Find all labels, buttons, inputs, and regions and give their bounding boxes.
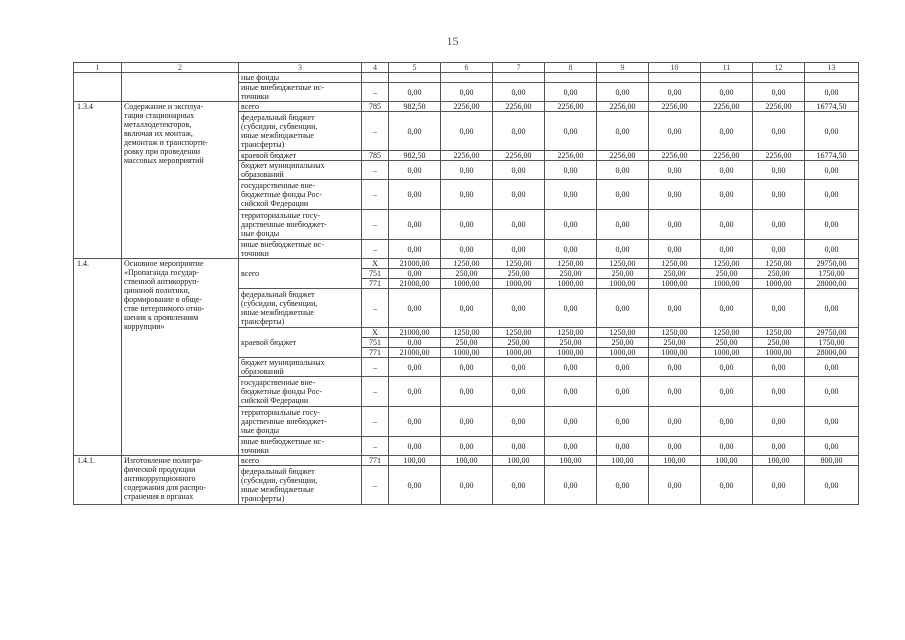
item-name-cell: Основное мероприятие «Пропаганда государ- ственной антикорруп- ционной политики, формирование в обще- стве нетерпимого отно- шения к проявлениям коррупции»	[122, 259, 239, 456]
value-cell: 250,00	[441, 269, 493, 279]
value-cell: 0,00	[701, 289, 753, 328]
item-name-cell	[122, 73, 239, 102]
value-cell: 0,00	[389, 289, 441, 328]
value-cell: 0,00	[441, 240, 493, 259]
value-cell: 0,00	[597, 83, 649, 102]
source-cell: всего	[239, 102, 362, 112]
value-cell: 100,00	[493, 456, 545, 466]
column-number: 2	[122, 63, 239, 73]
column-number: 9	[597, 63, 649, 73]
value-cell: 1000,00	[545, 348, 597, 358]
value-cell: 2256,00	[493, 102, 545, 112]
value-cell: 0,00	[545, 358, 597, 377]
value-cell: 0,00	[753, 83, 805, 102]
value-cell: 1250,00	[597, 328, 649, 338]
value-cell: 1250,00	[649, 259, 701, 269]
value-cell: 0,00	[805, 112, 859, 151]
code-cell: 785	[362, 102, 389, 112]
source-cell: федеральный бюджет (субсидии, субвенции, иные межбюджетные трансферты)	[239, 112, 362, 151]
value-cell: 2256,00	[701, 151, 753, 161]
value-cell: 0,00	[597, 210, 649, 240]
value-cell: 0,00	[545, 83, 597, 102]
value-cell: 29750,00	[805, 259, 859, 269]
value-cell: 2256,00	[753, 102, 805, 112]
value-cell: 1000,00	[441, 279, 493, 289]
value-cell: 0,00	[597, 112, 649, 151]
value-cell: 0,00	[389, 407, 441, 437]
value-cell: 0,00	[597, 161, 649, 180]
value-cell: 0,00	[753, 161, 805, 180]
code-cell: 785	[362, 151, 389, 161]
value-cell: 250,00	[493, 269, 545, 279]
column-numbers-row	[74, 63, 859, 73]
value-cell: 0,00	[753, 210, 805, 240]
code-cell: –	[362, 466, 389, 505]
code-cell: –	[362, 240, 389, 259]
value-cell: 0,00	[701, 112, 753, 151]
value-cell: 0,00	[441, 161, 493, 180]
source-cell: территориальные госу- дарственные внебюджет- ные фонды	[239, 407, 362, 437]
value-cell: 21000,00	[389, 348, 441, 358]
value-cell: 0,00	[649, 437, 701, 456]
value-cell: 1000,00	[493, 279, 545, 289]
column-number: 3	[239, 63, 362, 73]
value-cell: 0,00	[753, 289, 805, 328]
table-row	[74, 259, 859, 269]
value-cell: 0,00	[545, 112, 597, 151]
value-cell: 0,00	[753, 407, 805, 437]
source-cell: иные внебюджетные ис- точники	[239, 240, 362, 259]
value-cell: 0,00	[493, 161, 545, 180]
source-cell: иные внебюджетные ис- точники	[239, 83, 362, 102]
value-cell: 0,00	[441, 180, 493, 210]
value-cell: 28000,00	[805, 348, 859, 358]
value-cell: 1000,00	[649, 279, 701, 289]
value-cell: 0,00	[493, 180, 545, 210]
value-cell: 2256,00	[545, 151, 597, 161]
value-cell: 250,00	[597, 269, 649, 279]
value-cell: 0,00	[805, 407, 859, 437]
source-cell: иные внебюджетные ис- точники	[239, 437, 362, 456]
value-cell: 0,00	[545, 407, 597, 437]
value-cell: 250,00	[545, 269, 597, 279]
value-cell: 0,00	[805, 466, 859, 505]
source-cell: всего	[239, 456, 362, 466]
value-cell: 16774,50	[805, 102, 859, 112]
value-cell: 0,00	[701, 161, 753, 180]
value-cell: 1250,00	[441, 328, 493, 338]
source-cell: бюджет муниципальных образований	[239, 358, 362, 377]
value-cell: 0,00	[389, 269, 441, 279]
value-cell: 16774,50	[805, 151, 859, 161]
value-cell: 0,00	[441, 358, 493, 377]
page-number: 15	[446, 34, 459, 48]
code-cell: –	[362, 161, 389, 180]
value-cell: 0,00	[493, 83, 545, 102]
source-cell: территориальные госу- дарственные внебюджет- ные фонды	[239, 210, 362, 240]
value-cell: 0,00	[545, 289, 597, 328]
item-id-cell: 1.4.	[74, 259, 122, 456]
value-cell: 2256,00	[649, 151, 701, 161]
value-cell: 250,00	[545, 338, 597, 348]
column-number: 13	[805, 63, 859, 73]
value-cell: 0,00	[649, 377, 701, 407]
column-number: 4	[362, 63, 389, 73]
value-cell: 0,00	[805, 437, 859, 456]
value-cell: 0,00	[597, 358, 649, 377]
value-cell: 0,00	[701, 466, 753, 505]
value-cell: 2256,00	[545, 102, 597, 112]
value-cell: 0,00	[597, 180, 649, 210]
value-cell: 0,00	[753, 466, 805, 505]
value-cell: 2256,00	[493, 151, 545, 161]
value-cell: 0,00	[545, 210, 597, 240]
value-cell: 0,00	[753, 377, 805, 407]
value-cell: 1250,00	[493, 259, 545, 269]
value-cell: 250,00	[753, 269, 805, 279]
code-cell: 751	[362, 338, 389, 348]
value-cell: 0,00	[441, 83, 493, 102]
code-cell: 771	[362, 456, 389, 466]
value-cell: 0,00	[753, 437, 805, 456]
source-cell: всего	[239, 259, 362, 289]
source-cell: краевой бюджет	[239, 151, 362, 161]
value-cell: 0,00	[389, 161, 441, 180]
value-cell: 0,00	[545, 161, 597, 180]
value-cell: 0,00	[389, 210, 441, 240]
value-cell: 0,00	[389, 377, 441, 407]
code-cell: –	[362, 407, 389, 437]
value-cell: 0,00	[701, 407, 753, 437]
column-number: 5	[389, 63, 441, 73]
value-cell: 0,00	[805, 358, 859, 377]
value-cell: 250,00	[753, 338, 805, 348]
value-cell: 0,00	[805, 210, 859, 240]
value-cell: 0,00	[649, 161, 701, 180]
value-cell: 100,00	[545, 456, 597, 466]
value-cell: 100,00	[597, 456, 649, 466]
value-cell: 0,00	[597, 289, 649, 328]
item-1-4-block	[74, 259, 859, 456]
value-cell: 2256,00	[597, 151, 649, 161]
value-cell: 800,00	[805, 456, 859, 466]
code-cell: –	[362, 377, 389, 407]
value-cell: 0,00	[389, 112, 441, 151]
item-id-cell: 1.3.4	[74, 102, 122, 259]
table-row	[74, 73, 859, 83]
value-cell: 1000,00	[701, 279, 753, 289]
code-cell: –	[362, 437, 389, 456]
value-cell: 100,00	[389, 456, 441, 466]
value-cell: 1000,00	[545, 279, 597, 289]
value-cell: 21000,00	[389, 279, 441, 289]
value-cell: 0,00	[389, 437, 441, 456]
value-cell: 0,00	[805, 377, 859, 407]
code-cell: 771	[362, 348, 389, 358]
code-cell: Х	[362, 259, 389, 269]
value-cell: 0,00	[597, 407, 649, 437]
value-cell: 0,00	[753, 240, 805, 259]
value-cell: 0,00	[441, 377, 493, 407]
item-id-cell	[74, 73, 122, 102]
value-cell: 0,00	[389, 466, 441, 505]
value-cell: 29750,00	[805, 328, 859, 338]
value-cell: 21000,00	[389, 259, 441, 269]
value-cell: 0,00	[805, 161, 859, 180]
value-cell: 0,00	[649, 83, 701, 102]
value-cell: 0,00	[545, 180, 597, 210]
code-cell: –	[362, 358, 389, 377]
column-number: 12	[753, 63, 805, 73]
value-cell: 0,00	[597, 466, 649, 505]
value-cell: 1250,00	[701, 259, 753, 269]
code-cell: –	[362, 289, 389, 328]
value-cell: 2256,00	[441, 102, 493, 112]
value-cell: 0,00	[493, 466, 545, 505]
value-cell: 1250,00	[753, 259, 805, 269]
value-cell: 2256,00	[701, 102, 753, 112]
item-name-cell: Содержание и эксплуа- тация стационарных металлодетекторов, включая их монтаж, демонтаж и транспорти- ровку при проведении массовых мероприятий	[122, 102, 239, 259]
value-cell: 1250,00	[545, 259, 597, 269]
source-cell: федеральный бюджет (субсидии, субвенции, иные межбюджетные трансферты)	[239, 466, 362, 505]
value-cell: 0,00	[701, 377, 753, 407]
value-cell: 2256,00	[597, 102, 649, 112]
value-cell: 0,00	[701, 180, 753, 210]
value-cell: 100,00	[753, 456, 805, 466]
item-name-cell: Изготовление полигра- фической продукции антикоррупционного содержания для распро- странения в органах	[122, 456, 239, 505]
column-number: 7	[493, 63, 545, 73]
value-cell: 0,00	[389, 358, 441, 377]
value-cell: 0,00	[493, 240, 545, 259]
code-cell: Х	[362, 328, 389, 338]
value-cell: 0,00	[545, 377, 597, 407]
value-cell: 0,00	[389, 338, 441, 348]
value-cell: 21000,00	[389, 328, 441, 338]
value-cell: 0,00	[649, 210, 701, 240]
value-cell: 982,50	[389, 102, 441, 112]
code-cell: –	[362, 112, 389, 151]
value-cell: 1750,00	[805, 338, 859, 348]
table-row	[74, 456, 859, 466]
value-cell: 250,00	[649, 338, 701, 348]
value-cell: 0,00	[701, 83, 753, 102]
value-cell: 1000,00	[597, 279, 649, 289]
value-cell: 1250,00	[597, 259, 649, 269]
code-cell: –	[362, 210, 389, 240]
column-number: 11	[701, 63, 753, 73]
value-cell: 250,00	[701, 269, 753, 279]
column-number: 6	[441, 63, 493, 73]
value-cell: 0,00	[649, 180, 701, 210]
value-cell: 0,00	[805, 289, 859, 328]
source-cell: государственные вне- бюджетные фонды Рос- сийской Федерации	[239, 180, 362, 210]
value-cell: 0,00	[545, 466, 597, 505]
value-cell: 1250,00	[753, 328, 805, 338]
value-cell: 0,00	[597, 240, 649, 259]
value-cell: 1000,00	[649, 348, 701, 358]
value-cell: 0,00	[493, 358, 545, 377]
value-cell: 0,00	[649, 112, 701, 151]
code-cell: 751	[362, 269, 389, 279]
value-cell: 250,00	[441, 338, 493, 348]
value-cell: 28000,00	[805, 279, 859, 289]
value-cell: 0,00	[753, 112, 805, 151]
value-cell: 1250,00	[649, 328, 701, 338]
value-cell: 0,00	[493, 437, 545, 456]
column-number: 10	[649, 63, 701, 73]
value-cell: 0,00	[441, 210, 493, 240]
value-cell: 0,00	[545, 437, 597, 456]
value-cell: 1000,00	[493, 348, 545, 358]
value-cell: 0,00	[649, 240, 701, 259]
code-cell: –	[362, 83, 389, 102]
value-cell: 0,00	[701, 210, 753, 240]
value-cell: 0,00	[701, 240, 753, 259]
value-cell: 250,00	[597, 338, 649, 348]
value-cell: 0,00	[753, 358, 805, 377]
value-cell: 250,00	[493, 338, 545, 348]
source-cell: государственные вне- бюджетные фонды Рос- сийской Федерации	[239, 377, 362, 407]
value-cell: 0,00	[649, 289, 701, 328]
value-cell: 1000,00	[753, 348, 805, 358]
value-cell: 0,00	[441, 437, 493, 456]
code-cell: 771	[362, 279, 389, 289]
value-cell: 982,50	[389, 151, 441, 161]
value-cell: 0,00	[493, 210, 545, 240]
value-cell: 0,00	[753, 180, 805, 210]
value-cell: 1250,00	[493, 328, 545, 338]
value-cell: 0,00	[389, 240, 441, 259]
value-cell: 0,00	[805, 83, 859, 102]
value-cell: 1000,00	[441, 348, 493, 358]
value-cell: 0,00	[389, 83, 441, 102]
value-cell: 0,00	[805, 240, 859, 259]
value-cell: 100,00	[701, 456, 753, 466]
value-cell: 100,00	[649, 456, 701, 466]
value-cell: 1750,00	[805, 269, 859, 279]
value-cell: 0,00	[701, 437, 753, 456]
source-cell: ные фонды	[239, 73, 362, 83]
item-1-3-4-block	[74, 102, 859, 259]
source-cell: краевой бюджет	[239, 328, 362, 358]
value-cell: 250,00	[701, 338, 753, 348]
source-cell: федеральный бюджет (субсидии, субвенции, иные межбюджетные трансферты)	[239, 289, 362, 328]
code-cell: –	[362, 180, 389, 210]
table-row	[74, 102, 859, 112]
value-cell: 1250,00	[441, 259, 493, 269]
item-id-cell: 1.4.1.	[74, 456, 122, 505]
item-1-4-1-block	[74, 456, 859, 505]
value-cell: 0,00	[649, 358, 701, 377]
column-number: 1	[74, 63, 122, 73]
source-cell: бюджет муниципальных образований	[239, 161, 362, 180]
value-cell: 2256,00	[649, 102, 701, 112]
value-cell: 2256,00	[441, 151, 493, 161]
value-cell: 1250,00	[545, 328, 597, 338]
value-cell: 0,00	[649, 466, 701, 505]
value-cell: 0,00	[441, 289, 493, 328]
value-cell: 1250,00	[701, 328, 753, 338]
value-cell: 1000,00	[597, 348, 649, 358]
value-cell: 0,00	[441, 112, 493, 151]
value-cell: 0,00	[389, 180, 441, 210]
value-cell: 1000,00	[753, 279, 805, 289]
value-cell: 100,00	[441, 456, 493, 466]
value-cell: 0,00	[493, 112, 545, 151]
value-cell: 0,00	[597, 377, 649, 407]
column-number: 8	[545, 63, 597, 73]
budget-table	[73, 62, 859, 505]
value-cell: 0,00	[493, 377, 545, 407]
value-cell: 2256,00	[753, 151, 805, 161]
value-cell: 0,00	[597, 437, 649, 456]
value-cell: 0,00	[441, 407, 493, 437]
value-cell: 0,00	[493, 407, 545, 437]
value-cell: 1000,00	[701, 348, 753, 358]
value-cell: 0,00	[545, 240, 597, 259]
value-cell: 0,00	[649, 407, 701, 437]
value-cell: 0,00	[805, 180, 859, 210]
value-cell: 250,00	[649, 269, 701, 279]
value-cell: 0,00	[493, 289, 545, 328]
value-cell: 0,00	[441, 466, 493, 505]
value-cell: 0,00	[701, 358, 753, 377]
